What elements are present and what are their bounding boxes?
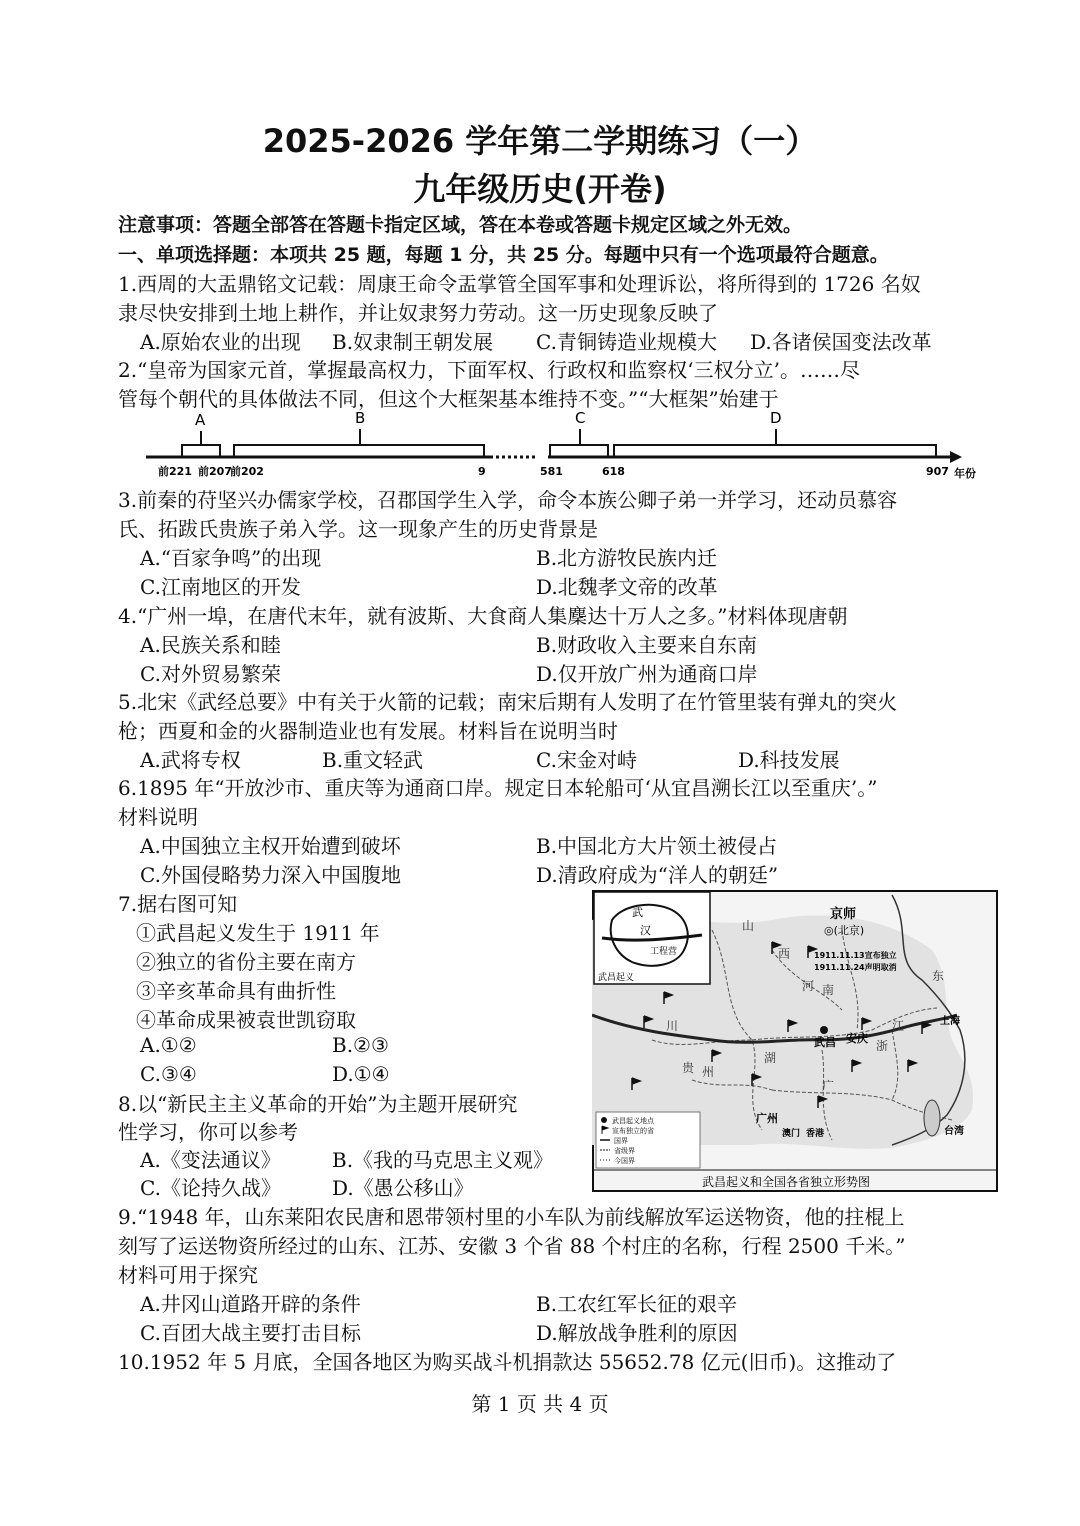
city-label: 安庆: [846, 1032, 868, 1045]
q7-stem: 7.据右图可知: [118, 892, 238, 916]
q7-statement-4: ④革命成果被袁世凯窃取: [136, 1008, 356, 1032]
q1-option-a: A.原始农业的出现: [140, 330, 301, 354]
section-heading: 一、单项选择题：本项共 25 题，每题 1 分，共 25 分。每题中只有一个选项最符合题意。: [118, 244, 889, 266]
province-label: 川: [666, 1019, 679, 1033]
q5-option-a: A.武将专权: [140, 748, 241, 772]
q3-stem-line2: 氏、拓跋氏贵族子弟入学。这一现象产生的历史背景是: [118, 517, 598, 541]
timeline-tick: 前207: [198, 465, 232, 478]
q4-stem: 4.“广州一埠，在唐代末年，就有波斯、大食商人集麇达十万人之多。”材料体现唐朝: [118, 604, 848, 628]
q9-option-a: A.井冈山道路开辟的条件: [140, 1292, 361, 1316]
q8-option-a: A.《变法通议》: [140, 1148, 281, 1172]
capital-label: 京师: [830, 907, 857, 922]
q1-stem-line1: 1.西周的大盂鼎铭文记载：周康王命令盂掌管全国军事和处理诉讼，将所得到的 1726 名奴: [118, 272, 921, 296]
province-label: 山: [742, 919, 755, 933]
q3-option-c: C.江南地区的开发: [140, 575, 301, 599]
q5-option-b: B.重文轻武: [322, 748, 424, 772]
q6-option-c: C.外国侵略势力深入中国腹地: [140, 863, 401, 887]
timeline-label-b: B: [355, 409, 366, 427]
province-label: 湖: [764, 1051, 777, 1065]
q3-stem-line1: 3.前秦的苻坚兴办儒家学校，召郡国学生入学，命令本族公卿子弟一并学习，还动员慕容: [118, 488, 898, 512]
inset-label: 工程营: [650, 947, 678, 957]
q4-option-b: B.财政收入主要来自东南: [536, 633, 758, 657]
province-label: 广: [822, 1079, 835, 1093]
province-label: 江: [892, 1019, 905, 1033]
legend-item: 国界: [614, 1137, 628, 1145]
legend-item: 省级界: [614, 1147, 635, 1155]
q3-option-b: B.北方游牧民族内迁: [536, 546, 718, 570]
map-caption: 武昌起义和全国各省独立形势图: [702, 1175, 871, 1189]
q2-stem-line2: 管每个朝代的具体做法不同，但这个大框架基本维持不变。”“大框架”始建于: [118, 387, 779, 411]
q7-statement-3: ③辛亥革命具有曲折性: [136, 979, 336, 1003]
timeline-tick: 907: [926, 465, 949, 478]
q5-stem-line2: 枪；西夏和金的火器制造业也有发展。材料旨在说明当时: [118, 719, 618, 743]
q9-stem-line1: 9.“1948 年，山东莱阳农民唐和恩带领村里的小车队为前线解放军运送物资，他的拄棍上: [118, 1205, 905, 1229]
q7-statement-2: ②独立的省份主要在南方: [136, 950, 356, 974]
timeline-label-c: C: [575, 409, 586, 427]
dynasty-timeline: [140, 405, 990, 485]
city-label: 澳门: [782, 1129, 801, 1139]
q4-option-a: A.民族关系和睦: [140, 633, 281, 657]
q2-stem-line1: 2.“皇帝为国家元首，掌握最高权力，下面军权、行政权和监察权‘三权分立’。……尽: [118, 358, 861, 382]
q1-option-d: D.各诸侯国变法改革: [750, 330, 932, 354]
map-note: 1911.11.24声明取消: [814, 963, 897, 972]
q9-option-c: C.百团大战主要打击目标: [140, 1321, 361, 1345]
city-label: 武昌: [814, 1036, 836, 1049]
timeline-tick: 618: [602, 465, 625, 478]
q8-option-b: B.《我的马克思主义观》: [332, 1148, 554, 1172]
notice: 注意事项：答题全部答在答题卡指定区域，答在本卷或答题卡规定区域之外无效。: [118, 214, 803, 236]
province-label: 浙: [876, 1039, 889, 1053]
q6-stem-line2: 材料说明: [118, 805, 198, 829]
capital-sub: ◎(北京): [824, 924, 865, 937]
q5-option-c: C.宋金对峙: [536, 748, 637, 772]
legend-item: 今国界: [614, 1157, 635, 1165]
q3-option-d: D.北魏孝文帝的改革: [536, 575, 718, 599]
page-footer: 第 1 页 共 4 页: [471, 1392, 609, 1416]
q4-option-c: C.对外贸易繁荣: [140, 662, 281, 686]
legend-item: 武昌起义地点: [612, 1117, 654, 1125]
exam-title: 2025-2026 学年第二学期练习（一）: [262, 122, 818, 160]
q5-option-d: D.科技发展: [738, 748, 840, 772]
q8-option-c: C.《论持久战》: [140, 1176, 281, 1200]
q1-option-b: B.奴隶制王朝发展: [332, 330, 494, 354]
province-label: 西: [778, 947, 791, 961]
timeline-tick: 581: [540, 465, 563, 478]
inset-label: 汉: [640, 924, 651, 937]
q9-option-d: D.解放战争胜利的原因: [536, 1321, 738, 1345]
timeline-tick: 前202: [230, 465, 264, 478]
province-label: 贵: [682, 1061, 695, 1075]
q7-statement-1: ①武昌起义发生于 1911 年: [136, 921, 380, 945]
city-label: 上海: [940, 1016, 960, 1027]
city-label: 台湾: [944, 1126, 964, 1137]
q8-stem-line2: 性学习，你可以参考: [118, 1120, 298, 1144]
q7-option-c: C.③④: [140, 1062, 197, 1086]
timeline-unit: 年份: [954, 467, 976, 480]
q1-option-c: C.青铜铸造业规模大: [536, 330, 717, 354]
map-note: 1911.11.13宣布独立: [814, 951, 897, 960]
q6-option-b: B.中国北方大片领土被侵占: [536, 834, 778, 858]
exam-subtitle: 九年级历史(开卷): [413, 170, 667, 208]
timeline-label-d: D: [770, 409, 782, 427]
q9-stem-line2: 刻写了运送物资所经过的山东、江苏、安徽 3 个省 88 个村庄的名称，行程 2500 千米。”: [118, 1234, 906, 1258]
q7-option-d: D.①④: [332, 1062, 390, 1086]
timeline-tick: 前221: [158, 465, 192, 478]
province-label: 州: [702, 1065, 715, 1079]
timeline-label-a: A: [195, 411, 206, 429]
q10-stem: 10.1952 年 5 月底，全国各地区为购买战斗机捐款达 55652.78 亿元(旧币)。这推动了: [118, 1350, 897, 1374]
revolution-map: [592, 890, 998, 1192]
city-label: 广州: [756, 1112, 778, 1125]
q1-stem-line2: 隶尽快安排到土地上耕作，并让奴隶努力劳动。这一历史现象反映了: [118, 301, 718, 325]
q4-option-d: D.仅开放广州为通商口岸: [536, 662, 758, 686]
q6-option-a: A.中国独立主权开始遭到破坏: [140, 834, 401, 858]
q7-option-b: B.②③: [332, 1033, 389, 1057]
q6-option-d: D.清政府成为“洋人的朝廷”: [536, 863, 779, 887]
timeline-tick: 9: [478, 465, 486, 478]
city-label: 香港: [806, 1129, 825, 1139]
q8-stem-line1: 8.以“新民主主义革命的开始”为主题开展研究: [118, 1092, 518, 1116]
q6-stem-line1: 6.1895 年“开放沙市、重庆等为通商口岸。规定日本轮船可‘从宜昌溯长江以至重庆’。”: [118, 776, 878, 800]
q3-option-a: A.“百家争鸣”的出现: [140, 546, 322, 570]
q8-option-d: D.《愚公移山》: [332, 1176, 474, 1200]
q7-option-a: A.①②: [140, 1033, 197, 1057]
q9-stem-line3: 材料可用于探究: [118, 1263, 258, 1287]
q9-option-b: B.工农红军长征的艰辛: [536, 1292, 738, 1316]
legend-item: 宣布独立的省: [612, 1127, 654, 1135]
province-label: 河: [802, 979, 815, 993]
inset-caption: 武昌起义: [598, 973, 635, 983]
q5-stem-line1: 5.北宋《武经总要》中有关于火箭的记载；南宋后期有人发明了在竹管里装有弹丸的突火: [118, 690, 898, 714]
inset-label: 武: [632, 906, 643, 919]
province-label: 东: [932, 969, 945, 983]
province-label: 南: [822, 983, 835, 997]
